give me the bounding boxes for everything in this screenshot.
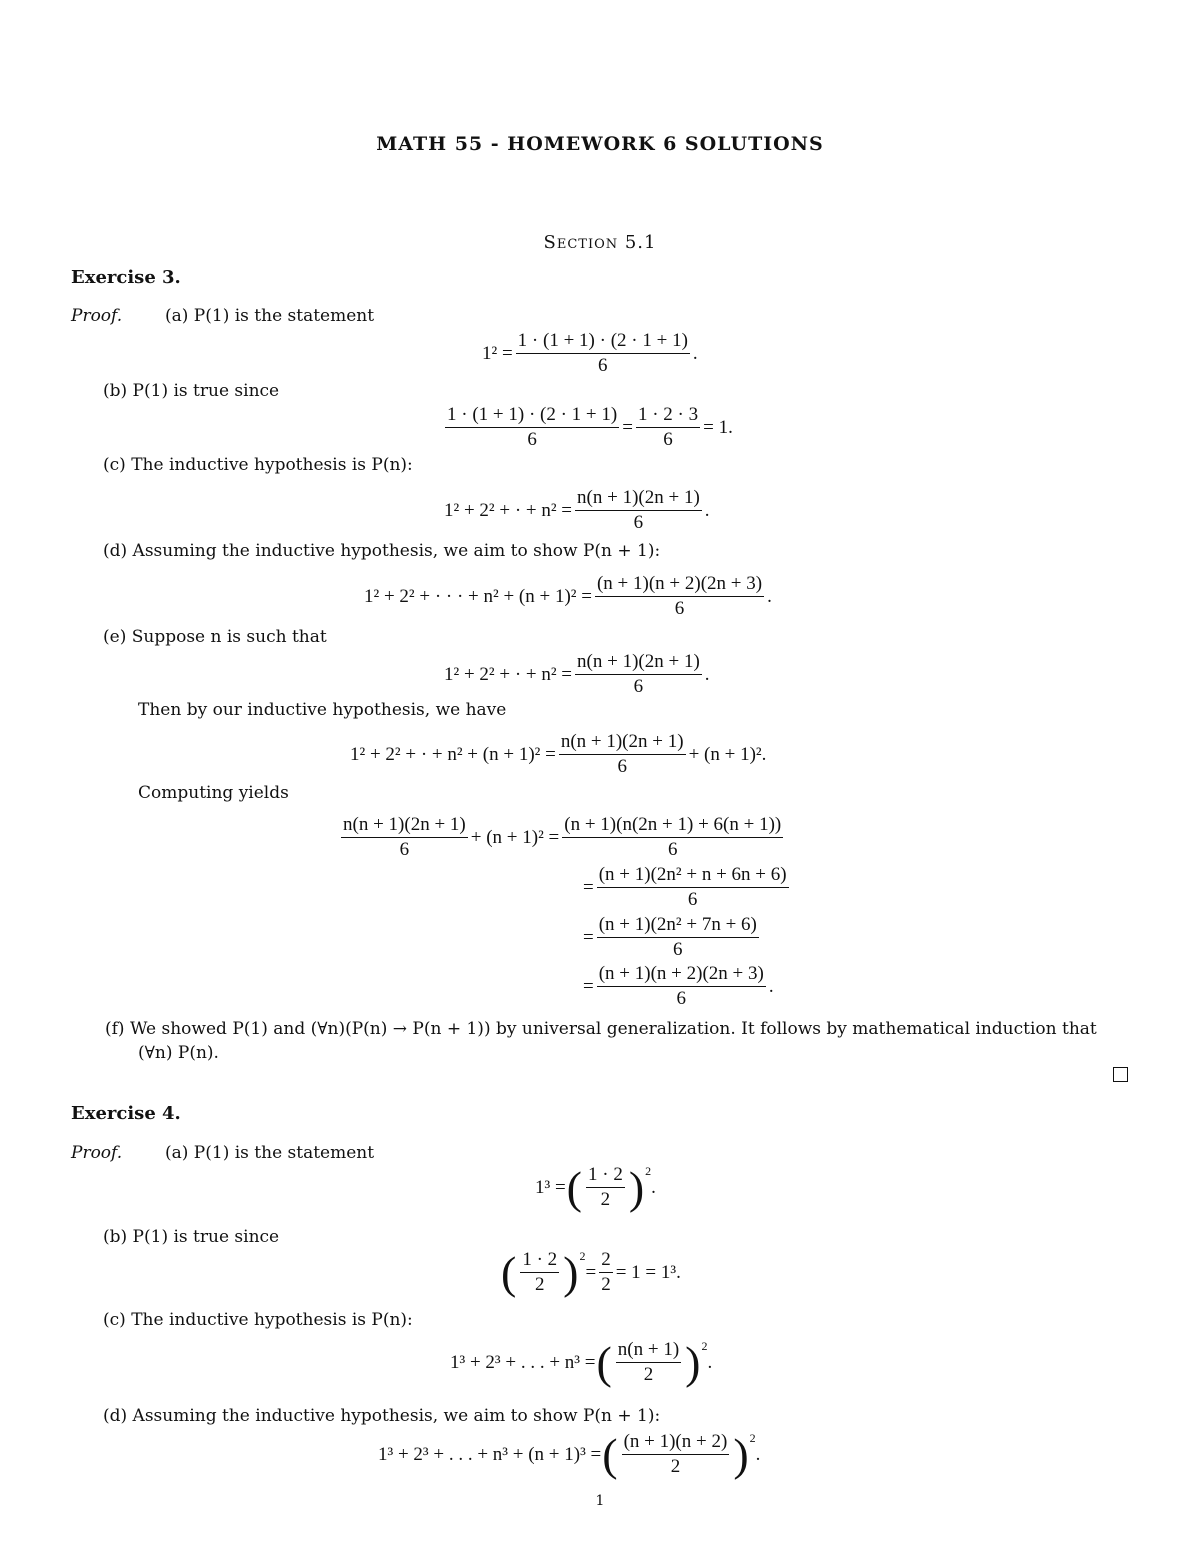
equation-end: . — [768, 975, 774, 997]
ex3-part-d-equation — [364, 573, 772, 620]
right-paren: ) — [563, 1246, 579, 1298]
ex3-part-c-equation — [444, 487, 710, 534]
ex4-part-b-equation — [500, 1246, 681, 1298]
exponent: 2 — [701, 1339, 708, 1353]
fraction — [636, 404, 700, 451]
denominator: 6 — [598, 355, 608, 376]
denominator: 2 — [601, 1274, 611, 1295]
left-paren: ( — [566, 1161, 582, 1213]
fraction — [341, 814, 468, 861]
numerator: (n + 1)(2n² + n + 6n + 6) — [597, 864, 789, 888]
denominator: 6 — [633, 676, 644, 697]
numerator: n(n + 1)(2n + 1) — [341, 814, 468, 838]
left-paren: ( — [596, 1336, 612, 1388]
ex4-part-d-equation — [378, 1428, 761, 1480]
equation-end: . — [707, 1351, 713, 1373]
ex4-part-a-text: (a) P(1) is the statement — [165, 1143, 375, 1163]
fraction — [586, 1164, 625, 1211]
equation-lhs: 1² + 2² + · + n² = — [444, 499, 573, 521]
numerator: 1 · (1 + 1) · (2 · 1 + 1) — [516, 330, 690, 354]
qed-box-icon — [1113, 1067, 1128, 1082]
numerator: 1 · 2 — [586, 1164, 625, 1188]
denominator: 6 — [633, 512, 644, 533]
ex3-part-d-text: (d) Assuming the inductive hypothesis, we aim to show P(n + 1): — [103, 541, 661, 561]
equation-end: = 1. — [703, 416, 733, 438]
equation-end: . — [704, 499, 710, 521]
fraction — [445, 404, 619, 451]
denominator: 6 — [676, 988, 687, 1009]
document-title: MATH 55 - HOMEWORK 6 SOLUTIONS — [376, 133, 824, 155]
numerator: 1 · 2 — [520, 1249, 559, 1273]
ex3-computing-text: Computing yields — [138, 783, 289, 803]
equation-end: . — [692, 342, 698, 364]
equation-lhs: 1³ + 2³ + . . . + n³ = — [450, 1351, 596, 1373]
parenthesized-fraction — [500, 1246, 586, 1298]
exercise-3-heading: Exercise 3. — [71, 267, 181, 288]
equals-sign: = — [583, 926, 594, 948]
ex3-computation-row-4 — [583, 963, 774, 1010]
fraction — [597, 914, 759, 961]
ex4-part-c-text: (c) The inductive hypothesis is P(n): — [103, 1310, 413, 1330]
fraction — [616, 1339, 681, 1386]
denominator: 6 — [667, 839, 678, 860]
exponent: 2 — [749, 1431, 756, 1445]
proof-label: Proof. — [71, 306, 123, 326]
numerator: n(n + 1)(2n + 1) — [575, 487, 702, 511]
right-paren: ) — [628, 1161, 645, 1213]
equals-sign: = — [583, 876, 594, 898]
equation-end: . — [651, 1176, 656, 1198]
left-paren: ( — [501, 1246, 517, 1298]
numerator: n(n + 1) — [616, 1339, 681, 1363]
numerator: (n + 1)(n + 2)(2n + 3) — [597, 963, 766, 987]
parenthesized-fraction — [601, 1428, 756, 1480]
ex3-part-b-text: (b) P(1) is true since — [103, 381, 280, 401]
equation-end: . — [704, 663, 710, 685]
ex3-then-text: Then by our inductive hypothesis, we have — [138, 700, 507, 720]
numerator: (n + 1)(n + 2) — [622, 1431, 730, 1455]
ex4-part-b-text: (b) P(1) is true since — [103, 1227, 280, 1247]
equation-lhs: 1² = — [482, 342, 513, 364]
equation-lhs: 1² + 2² + · · · + n² + (n + 1)² = — [364, 585, 592, 607]
equation-lhs: 1³ = — [535, 1176, 566, 1198]
fraction — [599, 1249, 613, 1296]
denominator: 2 — [534, 1274, 545, 1295]
denominator: 6 — [673, 939, 683, 960]
equation-lhs: 1² + 2² + · + n² = — [444, 663, 573, 685]
fraction — [562, 814, 783, 861]
fraction — [597, 963, 766, 1010]
denominator: 2 — [643, 1364, 654, 1385]
equals-sign: = — [583, 975, 594, 997]
ex3-part-f-conclusion: (∀n) P(n). — [138, 1043, 219, 1063]
exponent: 2 — [645, 1164, 652, 1178]
denominator: 2 — [670, 1456, 681, 1477]
ex3-part-f-text: (f) We showed P(1) and (∀n)(P(n) → P(n + 1)) by universal generalization. It follows by mathematical induction that — [105, 1019, 1097, 1039]
denominator: 6 — [399, 839, 410, 860]
equation-end: + (n + 1)². — [688, 743, 767, 765]
numerator: n(n + 1)(2n + 1) — [575, 651, 702, 675]
section-heading: Section 5.1 — [543, 232, 657, 253]
numerator: 1 · 2 · 3 — [636, 404, 700, 428]
numerator: 1 · (1 + 1) · (2 · 1 + 1) — [445, 404, 619, 428]
ex3-part-a-equation — [482, 330, 698, 377]
denominator: 2 — [600, 1189, 611, 1210]
equation-lhs-tail: + (n + 1)² = — [470, 826, 560, 848]
equals-sign: = — [585, 1261, 597, 1283]
numerator: (n + 1)(n + 2)(2n + 3) — [595, 573, 764, 597]
ex3-part-e-equation — [444, 651, 710, 698]
equation-end: = 1 = 1³. — [615, 1261, 681, 1283]
ex3-part-e-text: (e) Suppose n is such that — [103, 627, 327, 647]
fraction — [559, 731, 686, 778]
ex3-computation-row-3 — [583, 914, 762, 961]
equation-end: . — [767, 585, 772, 607]
right-paren: ) — [685, 1336, 701, 1388]
fraction — [575, 651, 702, 698]
exponent: 2 — [579, 1249, 586, 1263]
ex3-computation-row-2 — [583, 864, 792, 911]
numerator: (n + 1)(2n² + 7n + 6) — [597, 914, 759, 938]
ex3-part-a-text: (a) P(1) is the statement — [165, 306, 375, 326]
denominator: 6 — [674, 598, 685, 619]
denominator: 6 — [617, 756, 627, 777]
left-paren: ( — [602, 1428, 618, 1480]
proof-label: Proof. — [71, 1143, 123, 1163]
fraction — [597, 864, 789, 911]
ex4-part-d-text: (d) Assuming the inductive hypothesis, we aim to show P(n + 1): — [103, 1406, 661, 1426]
ex4-part-c-equation — [450, 1336, 713, 1388]
ex4-part-a-equation — [535, 1161, 656, 1213]
denominator: 6 — [527, 429, 537, 450]
right-paren: ) — [733, 1428, 749, 1480]
ex3-part-b-equation — [442, 404, 733, 451]
fraction — [595, 573, 764, 620]
ex3-computation-row-1 — [338, 814, 786, 861]
equation-end: . — [755, 1443, 761, 1465]
parenthesized-fraction — [595, 1336, 708, 1388]
page-number: 1 — [595, 1493, 605, 1509]
numerator: (n + 1)(n(2n + 1) + 6(n + 1)) — [562, 814, 783, 838]
equation-lhs: 1³ + 2³ + . . . + n³ + (n + 1)³ = — [378, 1443, 602, 1465]
fraction — [520, 1249, 559, 1296]
equation-lhs: 1² + 2² + · + n² + (n + 1)² = — [350, 743, 556, 765]
numerator: 2 — [599, 1249, 613, 1273]
ex3-part-c-text: (c) The inductive hypothesis is P(n): — [103, 455, 413, 475]
exercise-4-heading: Exercise 4. — [71, 1103, 181, 1124]
fraction — [622, 1431, 730, 1478]
equals-sign: = — [622, 416, 633, 438]
denominator: 6 — [663, 429, 673, 450]
parenthesized-fraction — [566, 1161, 652, 1213]
fraction — [575, 487, 702, 534]
denominator: 6 — [687, 889, 698, 910]
ex3-part-e-equation-2 — [350, 731, 766, 778]
fraction — [516, 330, 690, 377]
numerator: n(n + 1)(2n + 1) — [559, 731, 686, 755]
